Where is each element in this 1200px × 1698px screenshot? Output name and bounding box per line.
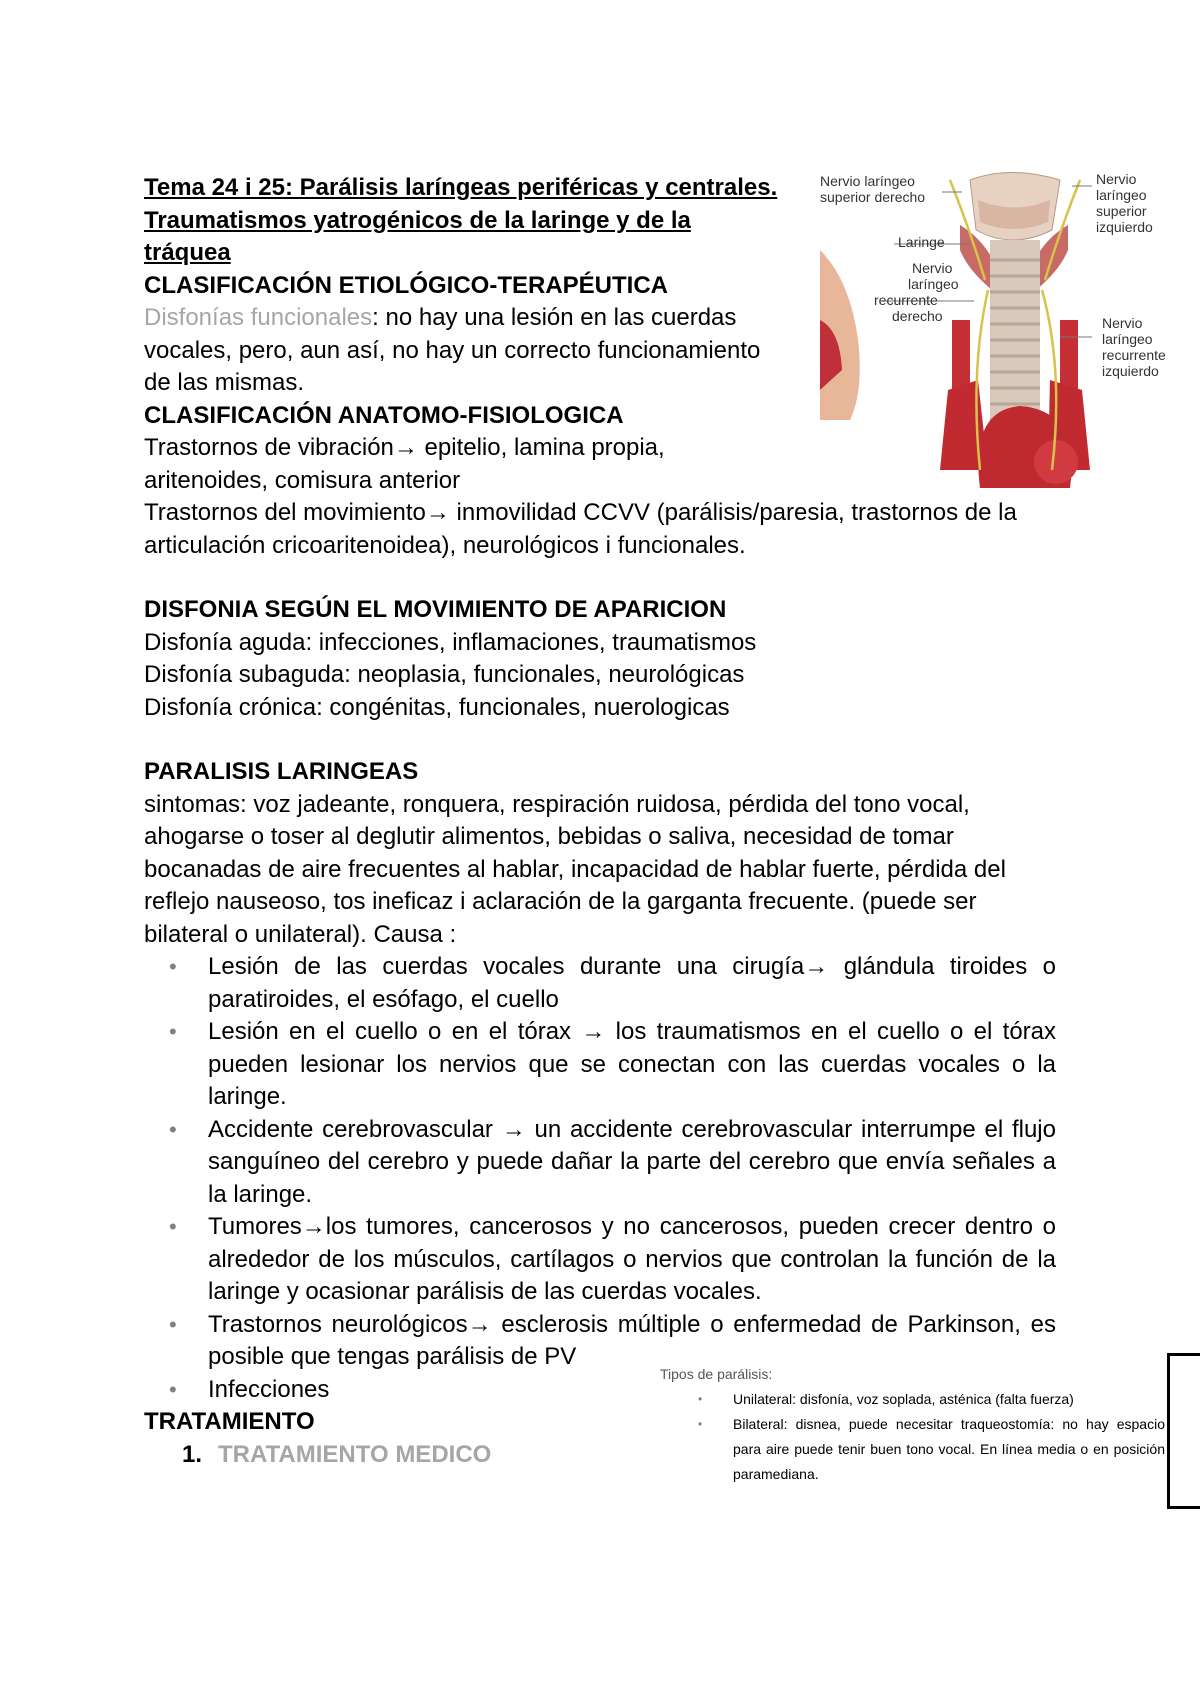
bullet-icon: • — [169, 1019, 177, 1044]
heading-disfonia: DISFONIA SEGÚN EL MOVIMIENTO DE APARICION — [144, 596, 727, 623]
etiologica-text: : no hay una lesión en las cuerdas vocales, pero, aun así, no hay un correcto funcionamiento de las mismas. — [144, 304, 761, 396]
disfonia-line: Disfonía aguda: infecciones, inflamaciones, traumatismos — [144, 628, 757, 656]
paralisis-symptoms: sintomas: voz jadeante, ronquera, respiración ruidosa, pérdida del tono vocal, ahogarse o toser al deglutir alimentos, bebidas o saliva, necesidad de tomar bocanadas de aire frecuentes al hablar, incapacidad de hablar fuerte, pérdida del reflejo nauseoso, tos ineficaz i aclaración de la garganta frecuente. (puede ser bilateral o unilateral). Causa : — [144, 790, 1006, 948]
label-sup-izq: Nervio laríngeo superior izquierdo — [1096, 171, 1153, 235]
list-item: • Tumores→los tumores, cancerosos y no cancerosos, pueden crecer dentro o alrededor de los músculos, cartílagos o nervios que controlan la función de la laringe y ocasionar parálisis de las cuerdas vocales. — [169, 1213, 1056, 1305]
bullet-icon: • — [169, 1116, 177, 1142]
bullet-icon: • — [169, 1214, 177, 1239]
disfonia-line: Disfonía subaguda: neoplasia, funcionales, neurológicas — [144, 661, 745, 688]
side-note — [660, 1362, 1190, 1487]
note-frame — [1167, 1353, 1200, 1509]
bullet-icon: • — [169, 1311, 177, 1337]
list-item: • Unilateral: disfonía, voz soplada, asténica (falta fuerza) — [660, 1387, 1165, 1412]
larynx-illustration — [820, 170, 1200, 488]
list-item: • Lesión en el cuello o en el tórax → los traumatismos en el cuello o el tórax pueden lesionar los nervios que se conectan con las cuerdas vocales o la laringe. — [169, 1018, 1056, 1110]
causes-list — [144, 951, 1056, 1406]
tratamiento-item-number: 1. — [182, 1440, 203, 1468]
label-rec-der: Nervio laríngeo recurrente derecho — [874, 260, 959, 324]
label-laringe: Laringe — [898, 234, 945, 250]
disfonia-line: Disfonía crónica: congénitas, funcionales, nuerologicas — [144, 693, 730, 721]
label-rec-izq: Nervio laríngeo recurrente izquierdo — [1102, 315, 1166, 379]
list-item: • Lesión de las cuerdas vocales durante una cirugía→ glándula tiroides o paratiroides, el esófago, el cuello — [169, 953, 1056, 1013]
bullet-icon: • — [169, 1376, 177, 1402]
bullet-icon: • — [698, 1392, 703, 1406]
list-item: • Trastornos neurológicos→ esclerosis múltiple o enfermedad de Parkinson, es posible que tengas parálisis de PV — [169, 1310, 1056, 1370]
tratamiento-item-label: TRATAMIENTO MEDICO — [218, 1440, 492, 1468]
heading-etiologica: CLASIFICACIÓN ETIOLÓGICO-TERAPÉUTICA — [144, 271, 668, 299]
bullet-icon: • — [169, 954, 177, 979]
document-title: Tema 24 i 25: Parálisis laríngeas periféricas y centrales. Traumatismos yatrogénicos de la laringe y de la tráquea — [144, 174, 778, 266]
side-note-heading: Tipos de parálisis: — [660, 1366, 773, 1382]
heading-paralisis: PARALISIS LARINGEAS — [144, 758, 419, 785]
bullet-icon: • — [698, 1417, 703, 1431]
label-sup-der: Nervio laríngeo superior derecho — [820, 173, 926, 205]
list-item: • Accidente cerebrovascular → un accidente cerebrovascular interrumpe el flujo sanguíneo del cerebro y puede dañar la parte del cerebro que envía señales a la laringe. — [169, 1115, 1056, 1208]
list-item: • Bilateral: disnea, puede necesitar traqueostomía: no hay espacio para aire puede tenir buen tono vocal. En línea media o en posición paramediana. — [660, 1412, 1165, 1487]
heading-tratamiento: TRATAMIENTO — [144, 1408, 315, 1435]
list-item: • Infecciones — [144, 1374, 1056, 1407]
anatomo-line-1: Trastornos de vibración→ epitelio, lamina propia, aritenoides, comisura anterior — [144, 434, 665, 494]
heading-anatomo: CLASIFICACIÓN ANATOMO-FISIOLOGICA — [144, 401, 624, 429]
anatomo-line-2: Trastornos del movimiento→ inmovilidad CCVV (parálisis/paresia, trastornos de la articulación cricoaritenoidea), neurológicos i funcionales. — [144, 499, 1017, 559]
disfonias-funcionales-term: Disfonías funcionales — [144, 304, 373, 331]
larynx-nerves-figure — [820, 170, 1200, 488]
etiologica-paragraph — [144, 302, 784, 400]
